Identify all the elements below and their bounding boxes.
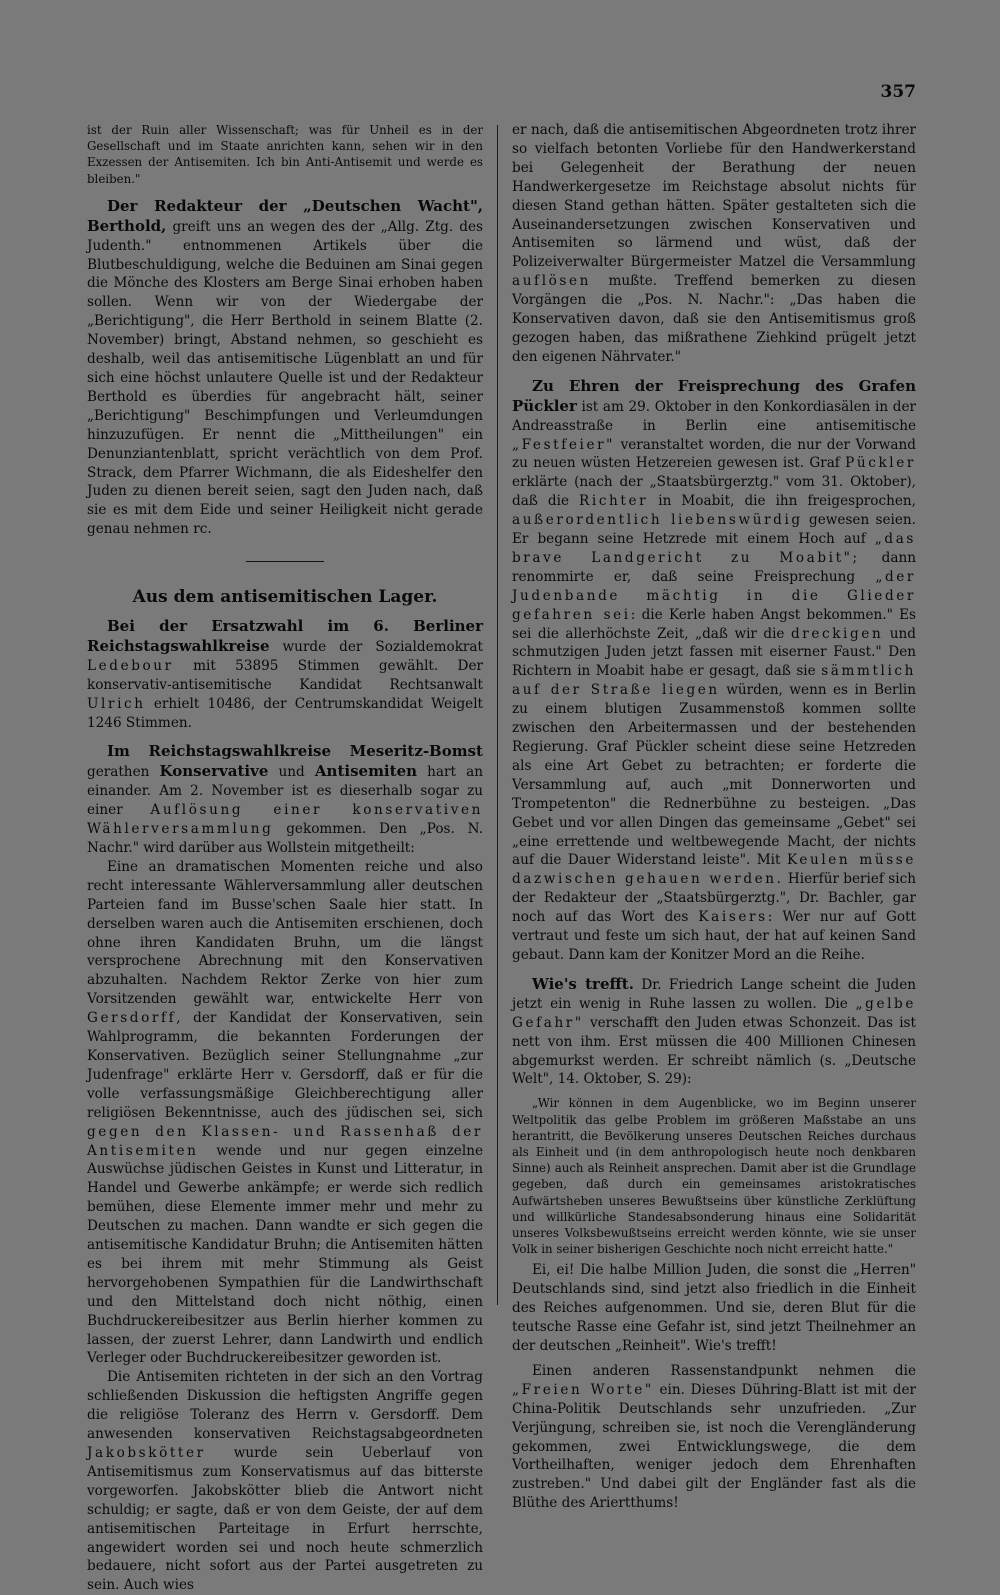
section-title: Aus dem antisemitischen Lager.: [132, 587, 438, 608]
report-text: Eine an dramatischen Momenten reiche und also recht interessante Wählerversammlung aller deutschen Parteien fand im Busse'schen Saale hier statt. In derselben waren auch die Antisemiten erschienen, doch ohne ihren Kandidaten Bruhn, um die längst versprochene Abrechnung mit den Konservativen abzuhalten. Nachdem Rektor Zerke von hier zum Vorsitzenden gewählt war, entwickelte Herr von: [87, 858, 483, 1008]
article-puckler: [512, 377, 916, 965]
article-puckler-text: in Moabit, die ihn freigesprochen,: [658, 493, 916, 510]
article-puckler-text: : die Kerle haben Angst bekommen." Es sei die allerhöchste Zeit, „daß wir die: [512, 606, 916, 642]
article-puckler-text: veranstaltet worden, die nur der Vorwand zu neuen wüsten Hetzereien gewesen ist. Graf: [512, 436, 916, 472]
spaced-phrase: „Freien Worte": [512, 1381, 654, 1398]
spaced-phrase: „gelbe Gefahr": [512, 995, 916, 1031]
section-divider: [246, 561, 324, 562]
report-continuation: [512, 121, 916, 367]
article-puckler-text: und schmutzigen Juden jetzt fassen mit eiserner Faust." Den Richtern in Moabit habe er gesagt, daß sie: [512, 625, 916, 680]
column-divider: [497, 125, 498, 1305]
report-text: mußte. Treffend bemerken zu diesen Vorgängen die „Pos. N. Nachr.": „Das haben die Konservativen davon, daß sie den Antisemitismus groß gezogen haben, das mißrathene Ziehkind prügelt jetzt den eigenen Nährvater.": [512, 273, 916, 365]
report-text: wende und nur gegen einzelne Auswüchse jüdischen Geistes in Kunst und Litteratur, in Handel und Gewerbe ankämpfe; er werde sich redlich bemühen, diese Elemente immer mehr und mehr zu Deutschen zu machen. Dann wandte er sich gegen die antisemitische Kandidatur Bruhn; die Antisemiten hätten es bei ihrem mit mehr Stimmung als Geist hervorgehobenen Sympathien für die Landwirthschaft und den Mittelstand doch nicht nöthig, einen Buchdruckereibesitzer aus Berlin hierher kommen zu lassen, der zuerst Lehrer, dann Landwirth und endlich Verleger oder Buchdruckereibesitzer geworden ist.: [87, 1142, 484, 1367]
report-paragraph-2: [87, 1368, 483, 1595]
article-meseritz-text: hart an einander. Am 2. November ist es dieserhalb sogar zu einer: [87, 764, 483, 819]
left-column: [87, 122, 483, 1595]
block-quote: „Wir können in dem Augenblicke, wo im Beginn unserer Weltpolitik das gelbe Problem im größeren Maßstabe an uns herantritt, die Bevölkerung unseres Deutschen Reiches durchaus als Einheit und (in dem anthropologisch heute noch denkbaren Sinne) auch als Reinheit ansprechen. Damit aber ist die Grundlage gegeben, daß durch ein gemeinsames aristokratisches Aufwärtsheben unseres Bewußtseins über künstliche Zerklüftung und willkürliche Standesabsonderung hinaus eine Solidarität unseres Volksbewußtseins erreicht werden könnte, wie sie unser Volk in seiner bisherigen Geschichte noch nicht erreicht hatte.": [512, 1096, 916, 1257]
paragraph-text: Einen anderen Rassenstandpunkt nehmen die: [532, 1362, 916, 1379]
spaced-phrase: „Festfeier": [512, 436, 616, 453]
article-puckler-text: würden, wenn es in Berlin zu einem blutigen Zusammenstoß kommen sollte zwischen den Arbeitermassen und der bestehenden Regierung. Graf Pückler scheint diese seine Hetzreden als eine Art Gebet zu betrachten; er forderte die Versammlung auf, auch „mit Donnerworten und Trompetenton" die Rednerbühne zu besteigen. „Das Gebet und vor allen Dingen das gemeinsame „Gebet" sei „eine errettende und weltbewegende Macht, der nichts auf die Dauer Widerstand leiste". Mit: [512, 682, 916, 869]
report-text: Die Antisemiten richteten in der sich an den Vortrag schließenden Diskussion die heftigsten Angriffe gegen die religiöse Toleranz des Herrn v. Gersdorff. Dem anwesenden konservativen Reichstagsabgeordneten: [87, 1369, 483, 1443]
bold-term: Konservative: [159, 762, 269, 781]
article-meseritz-text: und: [278, 764, 305, 781]
article-puckler-text: Hierfür berief sich der Redakteur der „Staatsbürgerztg.", Dr. Bachler, gar noch auf das Wort des: [512, 871, 917, 926]
article-ersatzwahl-heading: Bei der Ersatzwahl im 6. Berliner Reichstagswahlkreise: [87, 617, 483, 655]
report-paragraph-1: [87, 858, 483, 1368]
article-puckler-text: ist am 29. Oktober in den Konkordiasälen in der Andreasstraße in Berlin eine antisemitische: [512, 398, 916, 434]
spaced-phrase: Auflösung einer konservativen Wählerversammlung: [87, 802, 483, 838]
article-ersatzwahl: [87, 617, 483, 732]
report-text: , der Kandidat der Konservativen, sein Wahlprogramm, die bekannten Forderungen der Konservativen. Bezüglich seiner Stellungnahme „zur Judenfrage" erklärte Herr v. Gersdorff, daß er für die volle verfassungsmäßige Gleichberechtigung aller religiösen Bekenntnisse, auch des jüdischen sei, sich: [87, 1010, 483, 1121]
article-ersatzwahl-text: mit 53895 Stimmen gewählt. Der konservativ-antisemitische Kandidat Rechtsanwalt: [87, 657, 483, 693]
article-redakteur-body: greift uns an wegen des der „Allg. Ztg. des Judenth." entnommenen Artikels über die Blutbeschuldigung, welche die Beduinen am Sinai gegen die Mönche des Klosters am Berge Sinai erhoben haben sollen. Wenn wir von der Wiedergabe der „Berichtigung", die Herr Berthold in seinem Blatte (2. November) bringt, Abstand nehmen, so geschieht es deshalb, weil das antisemitische Lügenblatt an und für sich eine höchst unlautere Quelle ist und der Redakteur Berthold es überdies für angebracht hält, seiner „Berichtigung" Beschimpfungen und Verleumdungen hinzuzufügen. Er nennt die „Mittheilungen" ein Denunziantenblatt, spricht verächtlich von dem Prof. Strack, dem Pfarrer Wichmann, die als Eideshelfer den Juden zu dienen bereit seien, sagt den Juden nach, daß sie es mit dem Eide und seiner Heiligkeit nicht gerade genau nehmen rc.: [87, 218, 483, 538]
article-redakteur-heading: Der Redakteur der „Deutschen Wacht", Berthold,: [87, 196, 483, 235]
spaced-phrase: Pückler: [845, 455, 916, 472]
paragraph-text: ein. Dieses Dühring-Blatt ist mit der China-Politik Deutschlands sehr unzufrieden. „Zur Verjüngung, schreiben sie, ist noch die Verengländerung gekommen, zwei Entwicklungswege, die dem Vortheilhaften, weniger jedoch dem Ehrenhaften zustreben." Und dabei gilt der Engländer fast als die Blüthe des Ariertthums!: [512, 1381, 916, 1512]
article-redakteur: [87, 197, 483, 539]
spaced-phrase: Richter: [579, 493, 649, 510]
article-wies-text: verschafft den Juden etwas Schonzeit. Das ist nett von ihm. Erst müssen die 400 Millionen Chinesen abgemurkst werden. Er schreibt nämlich (s. „Deutsche Welt", 14. Oktober, S. 29):: [512, 1014, 916, 1088]
article-puckler-text: : Wer nur auf Gott vertraut und feste um sich haut, der hat auf keinen Sand gebaut. Dann kam der Konitzer Mord an die Reihe.: [512, 909, 916, 963]
spaced-phrase: auflösen: [512, 273, 591, 290]
spaced-name: Ledebour: [87, 657, 174, 674]
spaced-phrase: Keulen müsse dazwischen gehauen werden.: [512, 852, 916, 888]
spaced-name: Jakobskötter: [87, 1445, 206, 1461]
intro-quote-end: ist der Ruin aller Wissenschaft; was für Unheil es in der Gesellschaft und im Staate anrichten kann, sehen wir in den Exzessen der Antisemiten. Ich bin Anti-Antisemit und werde es bleiben.": [87, 123, 483, 186]
article-puckler-text: erklärte (nach der „Staatsbürgerztg." vom 31. Oktober), daß die: [512, 474, 916, 510]
article-meseritz: [87, 742, 483, 857]
article-puckler-heading: Zu Ehren der Freisprechung des Grafen Pückler: [512, 376, 916, 415]
spaced-name: Gersdorff: [87, 1010, 177, 1027]
page-number: 357: [880, 82, 916, 102]
article-puckler-text: ; dann renommirte er, daß seine Freisprechung: [512, 549, 917, 585]
article-meseritz-heading: Im Reichstagswahlkreise Meseritz-Bomst: [107, 742, 483, 761]
article-wies-text: Dr. Friedrich Lange scheint die Juden jetzt ein wenig in Ruhe lassen zu wollen. Die: [512, 976, 917, 1012]
spaced-phrase: sämmtlich auf der Straße liegen: [512, 663, 916, 699]
article-wies-trefft: [512, 975, 916, 1089]
spaced-phrase: gegen den Klassen- und Rassenhaß der Antisemiten: [87, 1123, 483, 1159]
spaced-phrase: dreckigen: [790, 625, 884, 642]
spaced-name: Ulrich: [87, 695, 146, 712]
article-meseritz-text: gerathen: [87, 764, 150, 781]
right-column: [512, 121, 916, 1513]
bold-term: Antisemiten: [314, 762, 418, 781]
spaced-phrase: Kaisers: [698, 909, 768, 926]
article-ersatzwahl-text: wurde der Sozialdemokrat: [282, 638, 483, 655]
spaced-phrase: „der Judenbande mächtig in die Glieder gefahren sei: [512, 568, 916, 623]
report-text: er nach, daß die antisemitischen Abgeordneten trotz ihrer so vielfach betonten Vorliebe für den Handwerkerstand bei Gelegenheit der Berathung der neuen Handwerkergesetze im Reichstage absolut nichts für diesen Stand gethan hätten. Später gestalteten sich die Auseinandersetzungen zwischen Konservativen und Antisemiten so lärmend und wüst, daß der Polizeiverwalter Bürgermeister Matzel die Versammlung: [512, 122, 916, 271]
article-ersatzwahl-text: erhielt 10486, der Centrumskandidat Weigelt 1246 Stimmen.: [87, 695, 483, 731]
spaced-phrase: „das brave Landgericht zu Moabit": [512, 531, 916, 566]
article-puckler-text: gewesen seien. Er begann seine Hetzrede mit einem Hoch auf: [512, 512, 916, 548]
paragraph-ei-ei: Ei, ei! Die halbe Million Juden, die sonst die „Herren" Deutschlands sind, sind jetzt also friedlich in die Einheit des Reiches aufgenommen. Und sie, deren Blut für die teutsche Rasse eine Gefahr ist, sind jetzt Theilnehmer an der deutschen „Reinheit". Wie's trefft!: [512, 1262, 916, 1354]
report-text: wurde sein Ueberlauf von Antisemitismus zum Konservatismus auf das bitterste vorgeworfen. Jakobskötter blieb die Antwort nicht schuldig; er sagte, daß er von dem Geiste, der auf dem antisemitischen Parteitage in Erfurt herrschte, angewidert worden sei und noch heute schmerzlich bedauere, nicht sofort aus der Partei ausgetreten zu sein. Auch wies: [87, 1445, 484, 1594]
article-meseritz-text: gekommen. Den „Pos. N. Nachr." wird darüber aus Wollstein mitgetheilt:: [87, 821, 483, 856]
paragraph-freie-worte: [512, 1362, 916, 1513]
article-wies-heading: Wie's trefft.: [532, 974, 634, 993]
spaced-phrase: außerordentlich liebenswürdig: [512, 512, 803, 529]
